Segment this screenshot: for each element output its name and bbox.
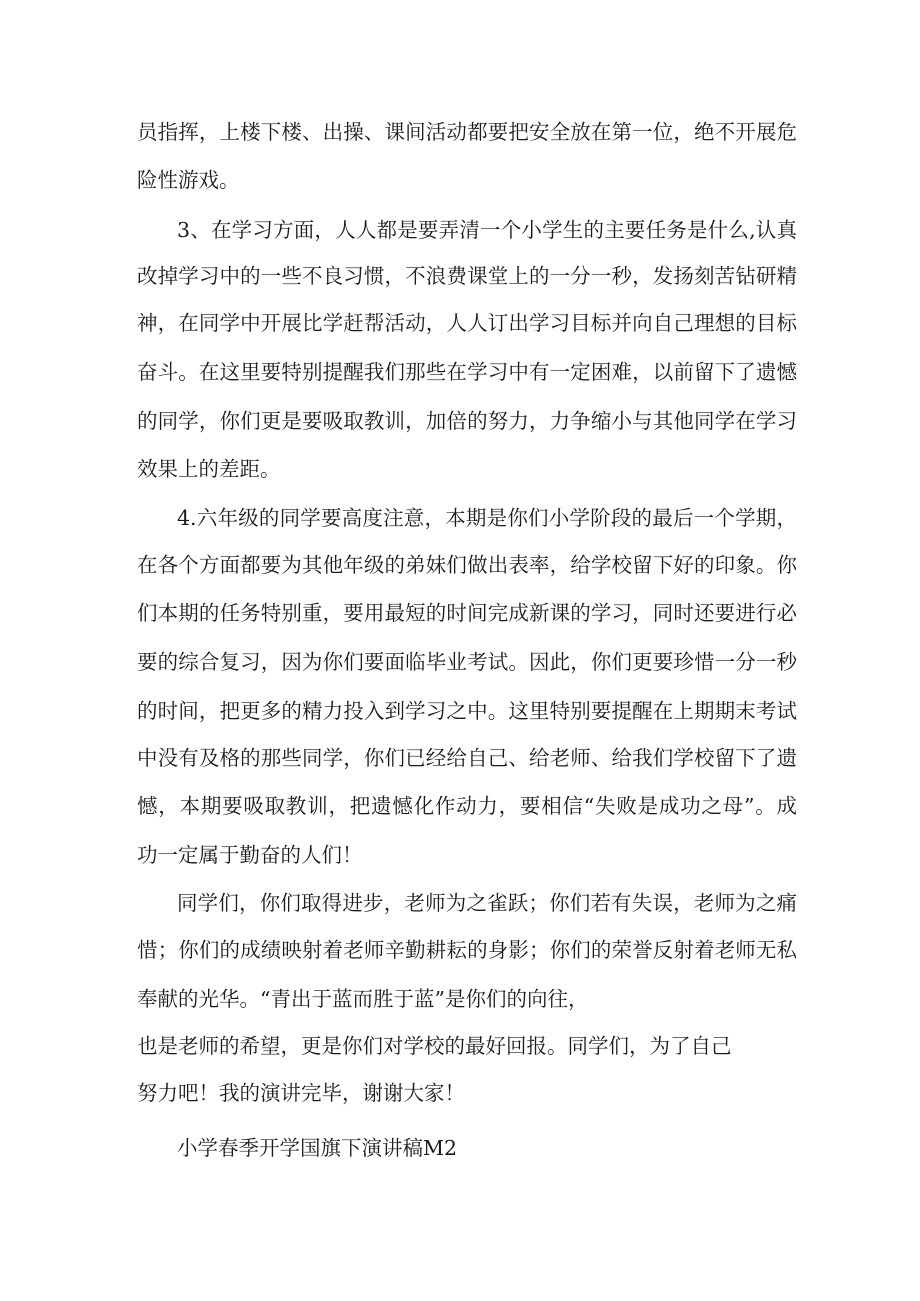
text-line: 憾，本期要吸取教训，把遗憾化作动力，要相信“失败是成功之母”。成 (137, 794, 797, 818)
text-line: 惜；你们的成绩映射着老师辛勤耕耘的身影；你们的荣誉反射着老师无私 (137, 938, 797, 962)
text-line: 效果上的差距。 (137, 457, 281, 481)
text-line: 也是老师的希望，更是你们对学校的最好回报。同学们，为了自己 (137, 1034, 732, 1058)
text-line: 3、在学习方面，人人都是要弄清一个小学生的主要任务是什么,认真 (177, 218, 797, 242)
text-line: 们本期的任务特别重，要用最短的时间完成新课的学习，同时还要进行必 (137, 601, 797, 625)
text-line: 努力吧！我的演讲完毕，谢谢大家！ (137, 1081, 465, 1105)
text-line: 神，在同学中开展比学赶帮活动，人人订出学习目标并向自己理想的目标 (137, 311, 797, 335)
text-line: 奋斗。在这里要特别提醒我们那些在学习中有一定困难，以前留下了遗憾 (137, 360, 797, 384)
text-line: 奉献的光华。“青出于蓝而胜于蓝”是你们的向往， (137, 987, 589, 1011)
text-line: 险性游戏。 (137, 168, 240, 192)
text-line: 改掉学习中的一些不良习惯，不浪费课堂上的一分一秒，发扬刻苦钻研精 (137, 264, 797, 288)
text-line: 的时间，把更多的精力投入到学习之中。这里特别要提醒在上期期末考试 (137, 699, 797, 723)
text-line: 中没有及格的那些同学，你们已经给自己、给老师、给我们学校留下了遗 (137, 746, 797, 770)
text-line: 要的综合复习，因为你们要面临毕业考试。因此，你们更要珍惜一分一秒 (137, 650, 797, 674)
text-line: 员指挥，上楼下楼、出操、课间活动都要把安全放在第一位，绝不开展危 (137, 120, 797, 144)
text-line: 在各个方面都要为其他年级的弟妹们做出表率，给学校留下好的印象。你 (137, 553, 797, 577)
text-line: 的同学，你们更是要吸取教训，加倍的努力，力争缩小与其他同学在学习 (137, 409, 797, 433)
next-section-title: 小学春季开学国旗下演讲稿M2 (177, 1136, 458, 1160)
text-line: 4.六年级的同学要高度注意，本期是你们小学阶段的最后一个学期， (177, 506, 797, 530)
text-line: 同学们，你们取得进步，老师为之雀跃；你们若有失误，老师为之痛 (177, 891, 797, 915)
text-line: 功一定属于勤奋的人们！ (137, 843, 363, 867)
